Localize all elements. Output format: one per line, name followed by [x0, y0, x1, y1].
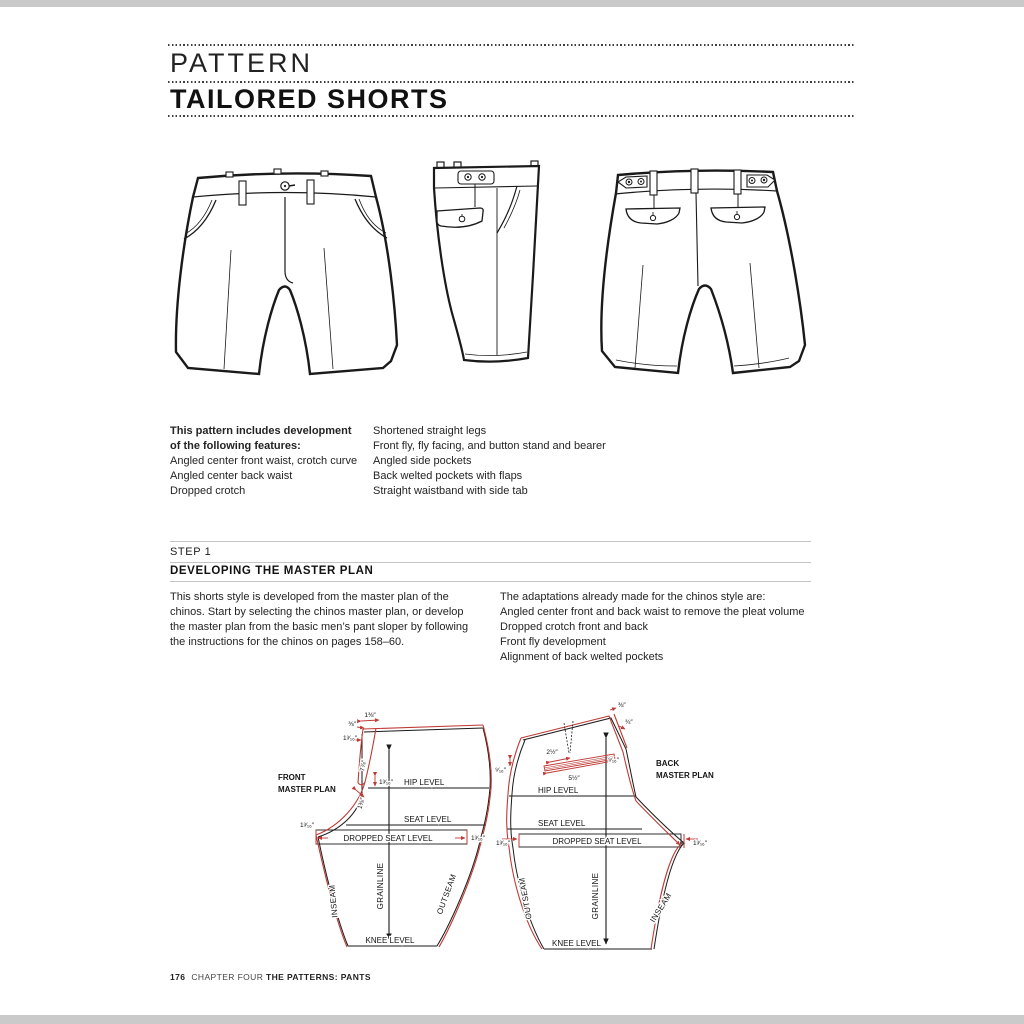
- front-button-tab: [289, 185, 295, 186]
- back-center-label: ⁹⁄₁₆″: [608, 757, 619, 764]
- front-inseam-label: INSEAM: [327, 884, 340, 919]
- front-belt-loop-stub-1: [226, 172, 233, 177]
- back-belt-loop-1: [650, 171, 657, 195]
- features-right-column: [373, 424, 703, 499]
- back-plan-title-line1: BACK: [656, 759, 680, 768]
- front-fly-length-label: 7⅞″: [359, 759, 368, 772]
- features-intro-line: This pattern includes development: [170, 425, 352, 437]
- step-rule-mid: [170, 562, 811, 563]
- back-welt-length-arrow: [547, 761, 613, 773]
- back-dropped-left-label: 1³⁄₁₆″: [496, 840, 510, 847]
- front-hip-drop-label: 1³⁄₁₆″: [379, 779, 393, 786]
- front-notch-arrow: [357, 727, 364, 728]
- feature-item: Shortened straight legs: [373, 425, 487, 437]
- front-belt-loop-stub-2: [274, 169, 281, 174]
- shorts-front-view-illustration: [167, 155, 405, 387]
- back-master-plan-diagram: [494, 696, 736, 968]
- front-outseam-label: OUTSEAM: [435, 872, 459, 916]
- body-line: This shorts style is developed from the master plan of the: [170, 591, 449, 603]
- front-button-hole: [284, 185, 286, 187]
- adaptation-item: Front fly development: [500, 636, 606, 648]
- front-waist-top-arrow: [361, 720, 379, 721]
- step-rule-top: [170, 541, 811, 542]
- page-edge-bottom: [0, 1015, 1024, 1024]
- back-hip-level-label: HIP LEVEL: [538, 786, 579, 795]
- body-line: the master plan from the basic men’s pant sloper by following: [170, 621, 469, 633]
- front-crotch-ext-label: 1⅜″: [356, 797, 367, 811]
- back-inseam-label: INSEAM: [648, 891, 674, 925]
- front-hip-level-label: HIP LEVEL: [404, 778, 445, 787]
- adaptation-item: Dropped crotch front and back: [500, 621, 648, 633]
- front-waist-top-label: 1⅜″: [364, 712, 376, 719]
- back-waist-notch-label: ⅜″: [618, 702, 626, 709]
- side-silhouette: [434, 166, 539, 362]
- feature-item: Back welted pockets with flaps: [373, 470, 523, 482]
- step-label: STEP 1: [170, 546, 212, 558]
- back-side-notch-label: ¾″: [625, 719, 633, 726]
- front-seat-level-label: SEAT LEVEL: [404, 815, 452, 824]
- shorts-back-view-illustration: [585, 155, 831, 387]
- back-waist-notch-arrow: [610, 708, 616, 710]
- feature-item: Angled center back waist: [170, 470, 293, 482]
- back-outseam-label: OUTSEAM: [517, 876, 534, 921]
- front-fly-right: [365, 728, 376, 782]
- step-rule-bottom: [170, 581, 811, 582]
- shorts-side-view-illustration: [420, 155, 572, 387]
- adaptation-item: Angled center front and back waist to remove the pleat volume: [500, 606, 805, 618]
- back-dropped-right-label: 1³⁄₁₆″: [693, 840, 707, 847]
- front-waist-notch-label: ⅜″: [348, 721, 356, 728]
- back-welt-offset-label: 2½″: [546, 749, 558, 756]
- page-number: 176: [170, 972, 186, 982]
- adaptations-list: [500, 590, 838, 665]
- feature-item: Dropped crotch: [170, 485, 246, 497]
- pattern-eyebrow: PATTERN: [170, 48, 314, 78]
- front-plan-title-line2: MASTER PLAN: [278, 785, 336, 794]
- back-side-seam-label: ⁹⁄₁₆″: [495, 767, 506, 774]
- back-belt-loop-3: [734, 170, 741, 194]
- back-dropped-seat-label: DROPPED SEAT LEVEL: [552, 837, 642, 846]
- back-seat-level-label: SEAT LEVEL: [538, 819, 586, 828]
- front-dropped-right-label: 1³⁄₁₆″: [471, 835, 485, 842]
- step-body-paragraph: [170, 590, 492, 650]
- adaptation-item: Alignment of back welted pockets: [500, 651, 664, 663]
- feature-item: Angled center front waist, crotch curve: [170, 455, 358, 467]
- side-flap-button: [459, 216, 465, 222]
- front-master-plan-diagram: [268, 696, 496, 968]
- header-rule-1: [168, 44, 855, 46]
- back-grainline-label: GRAINLINE: [591, 872, 600, 920]
- front-belt-loop-left: [239, 181, 246, 205]
- header-rule-3: [168, 115, 855, 117]
- feature-item: Straight waistband with side tab: [373, 485, 528, 497]
- body-line: the instructions for the chinos on pages 158–60.: [170, 636, 405, 648]
- front-belt-loop-stub-3: [321, 171, 328, 176]
- features-left-column: [170, 424, 375, 499]
- front-dropped-seat-label: DROPPED SEAT LEVEL: [343, 834, 433, 843]
- back-knee-level-label: KNEE LEVEL: [552, 939, 601, 948]
- page-title: TAILORED SHORTS: [170, 84, 449, 114]
- footer-chapter: CHAPTER FOUR: [191, 972, 264, 982]
- back-plan-title-line2: MASTER PLAN: [656, 771, 714, 780]
- front-belt-loop-right: [307, 180, 314, 204]
- front-dropped-left-label: 1³⁄₁₆″: [300, 822, 314, 829]
- back-welt-offset-arrow: [550, 758, 570, 762]
- back-belt-loop-2: [691, 169, 698, 193]
- adaptations-intro: The adaptations already made for the chinos style are:: [500, 591, 766, 603]
- back-silhouette: [601, 171, 805, 373]
- front-plan-title-line1: FRONT: [278, 773, 306, 782]
- side-tab: [458, 171, 494, 184]
- body-line: chinos. Start by selecting the chinos master plan, or develop: [170, 606, 464, 618]
- step-heading: DEVELOPING THE MASTER PLAN: [170, 565, 374, 577]
- feature-item: Angled side pockets: [373, 455, 472, 467]
- header-rule-2: [168, 81, 855, 83]
- front-silhouette: [176, 173, 397, 374]
- footer-section: THE PATTERNS: PANTS: [266, 972, 371, 982]
- back-welt-length-label: 5½″: [568, 775, 580, 782]
- page-footer: [170, 972, 371, 982]
- page-edge-top: [0, 0, 1024, 7]
- features-intro-line: of the following features:: [170, 440, 301, 452]
- front-grainline-label: GRAINLINE: [376, 862, 385, 910]
- front-cf-offset-label: 1³⁄₁₆″: [343, 735, 357, 742]
- feature-item: Front fly, fly facing, and button stand and bearer: [373, 440, 606, 452]
- front-knee-level-label: KNEE LEVEL: [365, 936, 415, 945]
